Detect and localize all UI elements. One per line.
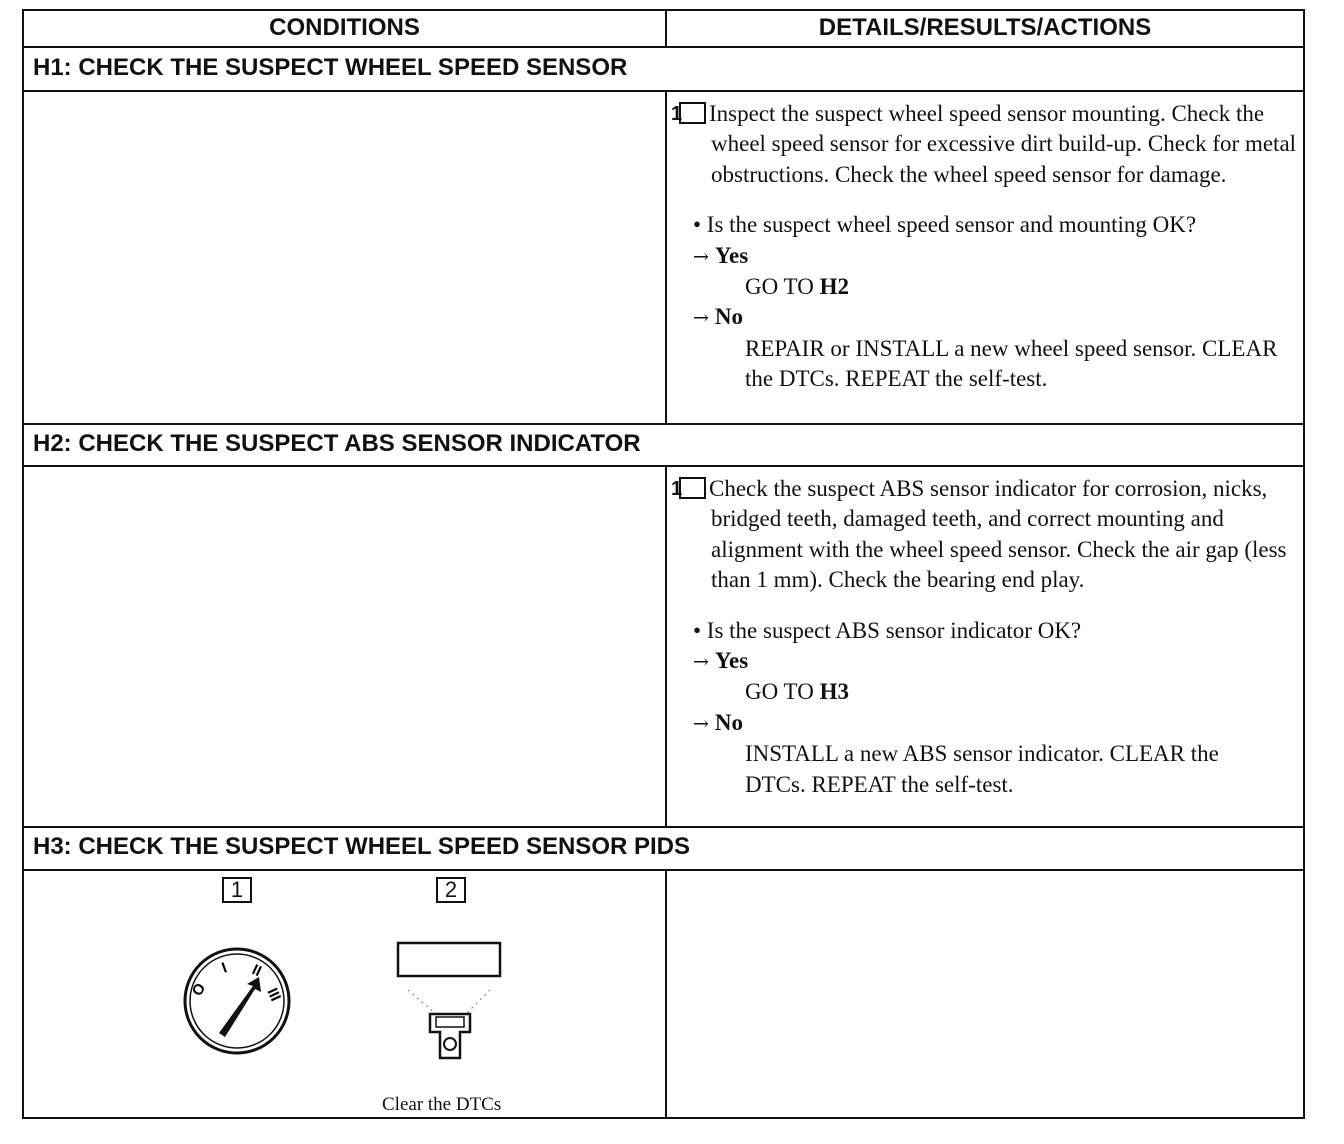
result-no (693, 708, 1299, 739)
result-yes (693, 646, 1299, 677)
no-action: REPAIR or INSTALL a new wheel speed sensor. CLEAR the DTCs. REPEAT the self-test. (745, 335, 1278, 392)
step-number-badge: 1 (679, 102, 706, 124)
check-question: • Is the suspect wheel speed sensor and mounting OK? (693, 212, 1197, 238)
figure-caption: Clear the DTCs (382, 1094, 502, 1115)
divider (24, 465, 1303, 467)
column-divider (665, 91, 667, 423)
divider (24, 869, 1303, 871)
step-instruction-text: Check the suspect ABS sensor indicator for corrosion, nicks, bridged teeth, damaged teeth, and correct mounting and alignment with the wheel speed sensor. Check the air gap (less than 1 mm). Check the bearing end play. (709, 476, 1287, 593)
column-divider (665, 11, 667, 47)
check-question: • Is the suspect ABS sensor indicator OK? (693, 617, 1082, 643)
divider (24, 90, 1303, 92)
figure-label-1: 1 (222, 877, 252, 903)
figure-label-2: 2 (436, 877, 466, 903)
no-action: INSTALL a new ABS sensor indicator. CLEAR the DTCs. REPEAT the self-test. (745, 741, 1219, 797)
arrow-icon: → (693, 307, 709, 330)
no-label: No (714, 304, 744, 330)
column-header-conditions: CONDITIONS (269, 14, 420, 41)
arrow-icon: → (693, 245, 709, 268)
result-yes (693, 241, 1299, 272)
scan-tool-icon (384, 936, 524, 1071)
ignition-position-2: II (249, 961, 265, 981)
no-label: No (714, 709, 744, 735)
step-details-h2 (670, 474, 1299, 800)
step-heading-h1: H1: CHECK THE SUSPECT WHEEL SPEED SENSOR (33, 54, 628, 81)
arrow-icon: → (693, 651, 709, 674)
step-details-h1 (670, 99, 1299, 395)
result-no (693, 302, 1299, 333)
yes-action-text: GO TO (745, 679, 820, 705)
goto-target: H3 (819, 679, 849, 705)
step-instruction (670, 99, 1299, 190)
diagnostic-table (22, 9, 1305, 1119)
yes-action (745, 272, 1299, 302)
yes-action-text: GO TO (745, 274, 820, 300)
step-instruction (670, 474, 1299, 596)
column-divider (665, 466, 667, 826)
ignition-position-3: III (263, 985, 285, 1005)
ignition-position-1: I (219, 959, 230, 977)
arrow-icon: → (693, 712, 709, 735)
ignition-switch-icon (179, 941, 297, 1059)
yes-action (745, 677, 1299, 707)
column-divider (665, 870, 667, 1119)
step-number-badge: 1 (679, 477, 706, 499)
ignition-position-off: O (188, 980, 210, 999)
step-instruction-text: Inspect the suspect wheel speed sensor mounting. Check the wheel speed sensor for excessive dirt build-up. Check for metal obstructions. Check the wheel speed sensor for damage. (709, 101, 1297, 187)
step-heading-h2: H2: CHECK THE SUSPECT ABS SENSOR INDICATOR (33, 430, 641, 457)
column-header-details: DETAILS/RESULTS/ACTIONS (818, 14, 1152, 41)
yes-label: Yes (714, 648, 749, 674)
goto-target: H2 (819, 274, 849, 300)
step-heading-h3: H3: CHECK THE SUSPECT WHEEL SPEED SENSOR PIDS (33, 833, 690, 860)
yes-label: Yes (714, 242, 749, 268)
